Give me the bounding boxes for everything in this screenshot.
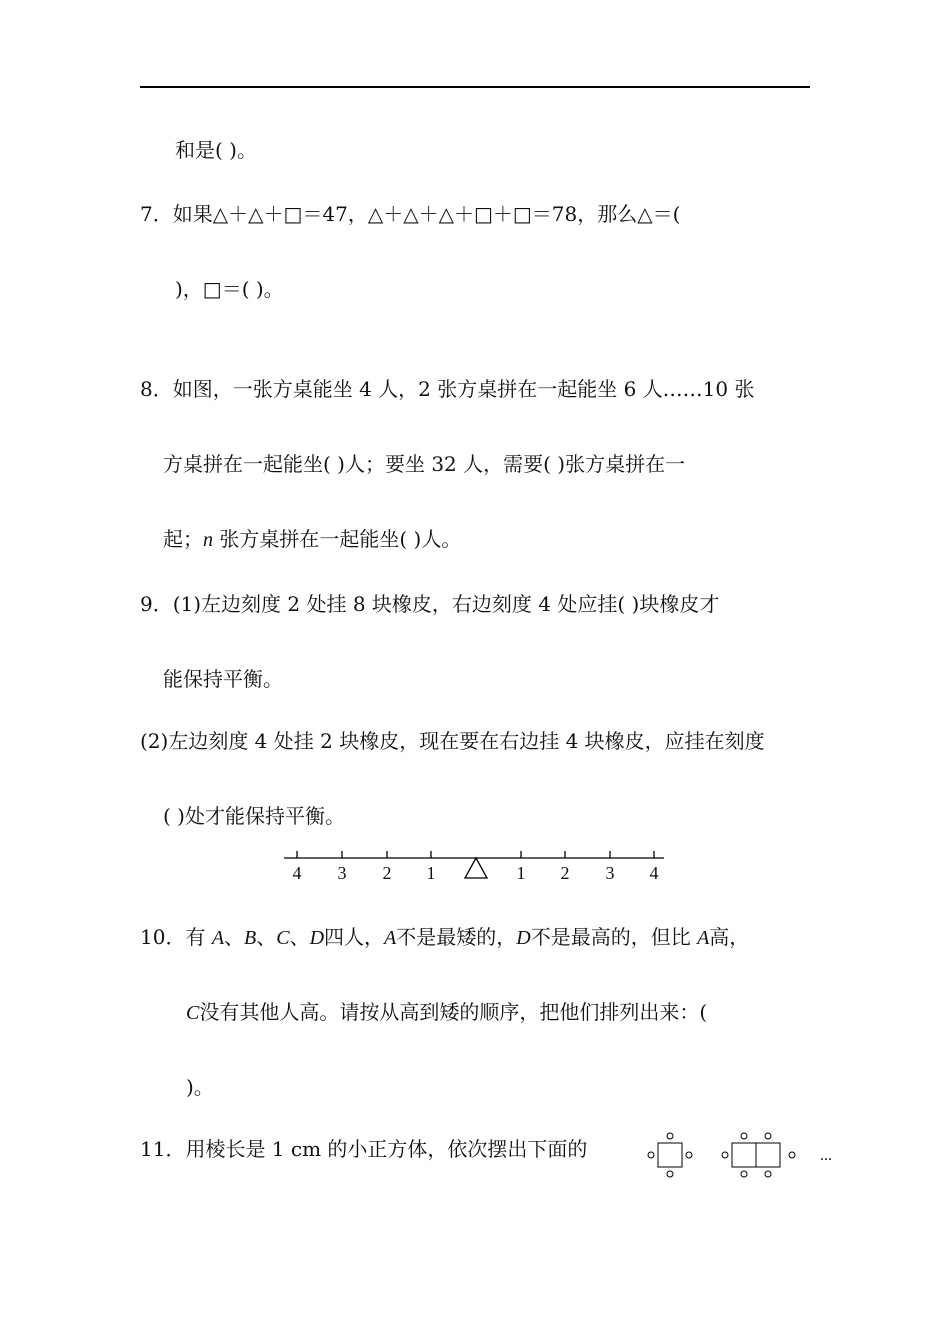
q7-line2: )，□＝( )。 <box>175 277 284 301</box>
seat-circle <box>648 1152 654 1158</box>
q8-line2: 方桌拼在一起能坐( )人；要坐 32 人，需要( )张方桌拼在一 <box>163 452 686 476</box>
q9-line3: (2)左边刻度 4 处挂 2 块橡皮，现在要在右边挂 4 块橡皮，应挂在刻度 <box>140 729 765 753</box>
seat-circle <box>667 1171 673 1177</box>
seat-circle <box>722 1152 728 1158</box>
scale-label: 3 <box>605 863 615 883</box>
scale-label: 3 <box>337 863 347 883</box>
scale-label: 2 <box>382 863 392 883</box>
q11-line1: 11．用棱长是 1 cm 的小正方体，依次摆出下面的 <box>140 1137 588 1161</box>
scale-label: 1 <box>516 863 526 883</box>
figure-ellipsis: ... <box>820 1147 832 1164</box>
fulcrum-triangle <box>465 858 487 878</box>
q9-line4: ( )处才能保持平衡。 <box>163 804 345 828</box>
table-square <box>756 1143 780 1167</box>
seat-circle <box>741 1133 747 1139</box>
header-rule <box>140 86 810 88</box>
q10-line3: )。 <box>186 1075 214 1099</box>
balance-scale-figure <box>284 846 668 888</box>
seat-circle <box>741 1171 747 1177</box>
tables-figure <box>644 1130 844 1180</box>
scale-label: 2 <box>560 863 570 883</box>
seat-circle <box>765 1133 771 1139</box>
scale-label: 1 <box>426 863 436 883</box>
scale-label: 4 <box>292 863 302 883</box>
q8-line1: 8．如图，一张方桌能坐 4 人，2 张方桌拼在一起能坐 6 人……10 张 <box>140 377 755 401</box>
q6-tail: 和是( )。 <box>175 138 257 162</box>
seat-circle <box>667 1133 673 1139</box>
q9-line2: 能保持平衡。 <box>163 667 283 691</box>
seat-circle <box>765 1171 771 1177</box>
scale-label: 4 <box>649 863 659 883</box>
q7-line1: 7．如果△＋△＋□＝47，△＋△＋△＋□＋□＝78，那么△＝( <box>140 202 681 226</box>
table-square <box>732 1143 756 1167</box>
seat-circle <box>686 1152 692 1158</box>
q9-line1: 9．(1)左边刻度 2 处挂 8 块橡皮，右边刻度 4 处应挂( )块橡皮才 <box>140 592 720 616</box>
q10-line2: C没有其他人高。请按从高到矮的顺序，把他们排列出来：( <box>186 1000 708 1024</box>
q8-line3: 起；n 张方桌拼在一起能坐( )人。 <box>163 527 462 551</box>
seat-circle <box>789 1152 795 1158</box>
table-square <box>658 1143 682 1167</box>
q10-line1: 10．有 A、B、C、D四人，A不是最矮的，D不是最高的，但比 A高， <box>140 925 750 949</box>
